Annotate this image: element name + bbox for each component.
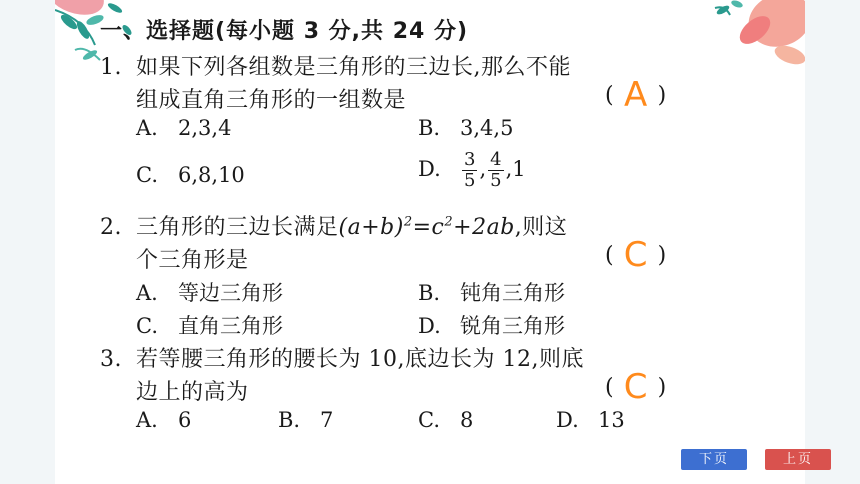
section-title: 一、选择题(每小题 3 分,共 24 分) <box>100 19 469 44</box>
question-2-option-d: D. 锐角三角形 <box>418 314 565 338</box>
question-1-option-c: C. 6,8,10 <box>136 163 245 187</box>
question-2-option-c: C. 直角三角形 <box>136 314 283 338</box>
question-3-option-a: A. 6 <box>136 408 192 432</box>
question-3-option-b: B. 7 <box>278 408 334 432</box>
question-2-number: 2. <box>100 215 122 240</box>
question-2-answer: C <box>623 235 648 275</box>
question-3-option-d: D. 13 <box>556 408 625 432</box>
question-1-answer: A <box>623 75 648 115</box>
question-3-answer-box: ( C ) <box>605 367 667 407</box>
question-3-option-c: C. 8 <box>418 408 474 432</box>
question-2-answer-box: ( C ) <box>605 235 667 275</box>
fraction-four-fifths: $\frac{4}{5}$ <box>490 149 502 191</box>
question-1-option-a: A. 2,3,4 <box>136 116 232 140</box>
question-1-answer-box: ( A ) <box>605 75 667 115</box>
question-1-option-b: B. 3,4,5 <box>418 116 514 140</box>
question-1-line-1 <box>100 50 571 81</box>
question-3-line-2: 边上的高为 <box>136 380 249 405</box>
question-2-option-b: B. 钝角三角形 <box>418 281 565 305</box>
question-2-line-2: 个三角形是 <box>136 248 249 273</box>
question-2-line-1: 2. 三角形的三边长满足$(a+b)^2=c^2+2ab$,则这 <box>100 214 568 240</box>
question-1-number: 1. <box>100 55 122 80</box>
equation: $(a+b)^2=c^2+2ab$ <box>338 214 515 240</box>
question-3-number: 3. <box>100 347 122 372</box>
question-3-line-1: 3. 若等腰三角形的腰长为 10,底边长为 12,则底 <box>100 347 584 372</box>
leaf-decoration-right <box>685 0 805 75</box>
next-page-button[interactable]: 下页 <box>681 449 747 470</box>
fraction-three-fifths: $\frac{3}{5}$ <box>464 149 476 191</box>
question-1-option-d: D. $\frac{3}{5}$ , $\frac{4}{5}$ ,1 <box>418 149 526 191</box>
question-2-option-a: A. 等边三角形 <box>136 281 283 305</box>
question-1-text: 如果下列各组数是三角形的三边长,那么不能 <box>136 55 571 80</box>
question-3-answer: C <box>623 367 648 407</box>
question-1-line-2: 组成直角三角形的一组数是 <box>136 88 407 113</box>
previous-page-button[interactable]: 上页 <box>765 449 831 470</box>
